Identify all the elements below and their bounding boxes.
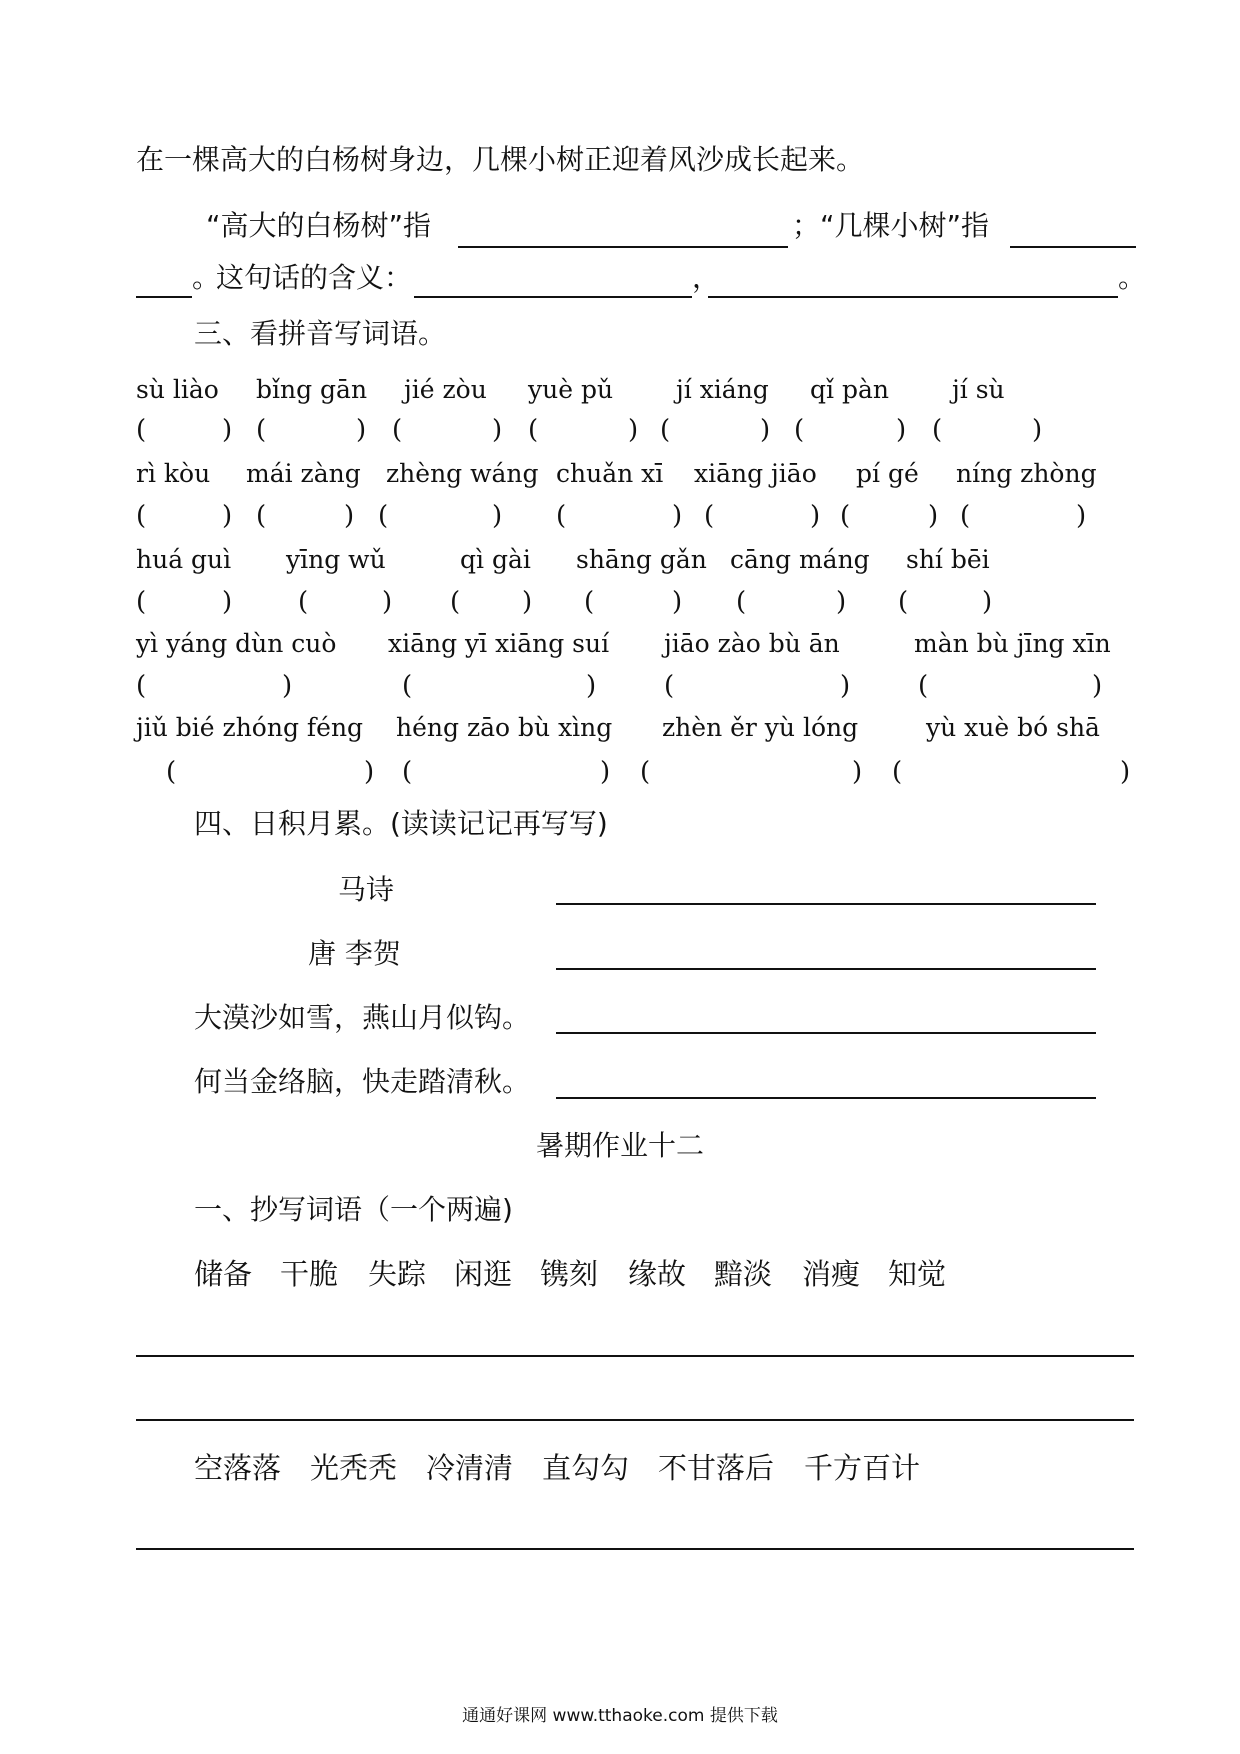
- pinyin-prompt: cāng máng: [730, 545, 870, 574]
- answer-paren-close: ): [1032, 415, 1043, 445]
- answer-input[interactable]: [946, 414, 1030, 446]
- vocab-word: 储备: [194, 1257, 253, 1291]
- answer-paren-close: ): [836, 587, 847, 617]
- pinyin-prompt: yuè pǔ: [528, 375, 614, 404]
- answer-paren-close: ): [852, 757, 863, 787]
- answer-paren-close: ): [896, 415, 907, 445]
- poem-line-1: 大漠沙如雪，燕山月似钩。: [194, 1001, 531, 1034]
- answer-blank-poplar[interactable]: [458, 246, 788, 248]
- answer-paren-open: (: [392, 415, 403, 445]
- answer-input[interactable]: [598, 586, 670, 618]
- pinyin-prompt: shāng gǎn: [576, 545, 707, 574]
- answer-paren-open: (: [960, 501, 971, 531]
- poem-author: 唐 李贺: [308, 937, 401, 970]
- answer-input[interactable]: [750, 586, 834, 618]
- answer-input[interactable]: [416, 756, 598, 788]
- pinyin-prompt: qǐ pàn: [810, 375, 889, 404]
- poem-copy-blank-4[interactable]: [556, 1097, 1096, 1099]
- answer-paren-open: (: [932, 415, 943, 445]
- poem-copy-blank-1[interactable]: [556, 903, 1096, 905]
- pinyin-prompt: jiǔ bié zhóng féng: [136, 713, 364, 742]
- pinyin-prompt: jí sù: [952, 375, 1005, 404]
- answer-paren-open: (: [660, 415, 671, 445]
- answer-paren-close: ): [760, 415, 771, 445]
- answer-paren-open: (: [584, 587, 595, 617]
- answer-paren-open: (: [136, 671, 147, 701]
- pinyin-prompt: jí xiáng: [676, 375, 769, 404]
- answer-input[interactable]: [392, 500, 490, 532]
- answer-input[interactable]: [312, 586, 380, 618]
- answer-input[interactable]: [718, 500, 808, 532]
- vocab-word: 消瘦: [802, 1257, 861, 1291]
- pinyin-prompt: zhèng wáng: [386, 459, 539, 488]
- answer-input[interactable]: [674, 414, 758, 446]
- answer-input[interactable]: [150, 586, 220, 618]
- answer-paren-close: ): [600, 757, 611, 787]
- poem-line-2: 何当金络脑，快走踏清秋。: [194, 1065, 531, 1098]
- answer-input[interactable]: [270, 500, 342, 532]
- answer-paren-open: (: [450, 587, 461, 617]
- answer-paren-open: (: [256, 415, 267, 445]
- vocab-word: 干脆: [280, 1257, 339, 1291]
- answer-paren-close: ): [628, 415, 639, 445]
- pinyin-prompt: yì yáng dùn cuò: [136, 629, 337, 658]
- answer-blank-meaning-1[interactable]: [414, 296, 692, 298]
- answer-input[interactable]: [150, 500, 220, 532]
- answer-input[interactable]: [406, 414, 490, 446]
- vocab-word: 空落落: [194, 1451, 282, 1485]
- answer-input[interactable]: [906, 756, 1118, 788]
- answer-input[interactable]: [912, 586, 980, 618]
- question-end-dot: 。: [192, 261, 221, 294]
- pinyin-prompt: shí bēi: [906, 545, 990, 574]
- answer-paren-close: ): [282, 671, 293, 701]
- answer-paren-open: (: [298, 587, 309, 617]
- answer-input[interactable]: [150, 670, 280, 702]
- vocab-word: 直勾勾: [542, 1451, 630, 1485]
- answer-input[interactable]: [180, 756, 362, 788]
- answer-input[interactable]: [932, 670, 1090, 702]
- answer-blank-small-trees-1[interactable]: [1010, 246, 1136, 248]
- poem-title: 马诗: [338, 873, 395, 906]
- answer-input[interactable]: [270, 414, 354, 446]
- answer-paren-close: ): [222, 501, 233, 531]
- answer-paren-close: ): [1092, 671, 1103, 701]
- pinyin-prompt: xiāng yī xiāng suí: [388, 629, 610, 658]
- answer-paren-open: (: [136, 501, 147, 531]
- answer-input[interactable]: [678, 670, 838, 702]
- question-small-trees: “几棵小树”指: [820, 209, 990, 242]
- answer-paren-open: (: [402, 757, 413, 787]
- answer-paren-open: (: [640, 757, 651, 787]
- answer-paren-open: (: [136, 415, 147, 445]
- answer-paren-close: ): [344, 501, 355, 531]
- pinyin-prompt: mái zàng: [246, 459, 361, 488]
- answer-paren-close: ): [1120, 757, 1131, 787]
- section-3-heading: 三、看拼音写词语。: [194, 317, 447, 350]
- answer-paren-open: (: [918, 671, 929, 701]
- answer-paren-open: (: [556, 501, 567, 531]
- answer-paren-open: (: [664, 671, 675, 701]
- question-meaning: 这句话的含义：: [216, 261, 413, 294]
- vocab-word: 千方百计: [804, 1451, 921, 1485]
- answer-paren-open: (: [166, 757, 177, 787]
- answer-paren-close: ): [586, 671, 597, 701]
- answer-paren-close: ): [356, 415, 367, 445]
- answer-input[interactable]: [654, 756, 850, 788]
- pinyin-prompt: yīng wǔ: [286, 545, 386, 574]
- answer-paren-open: (: [256, 501, 267, 531]
- pinyin-prompt: jié zòu: [404, 375, 487, 404]
- answer-paren-close: ): [222, 587, 233, 617]
- answer-input[interactable]: [416, 670, 584, 702]
- answer-paren-open: (: [136, 587, 147, 617]
- pinyin-prompt: màn bù jīng xīn: [914, 629, 1111, 658]
- answer-paren-open: (: [794, 415, 805, 445]
- answer-input[interactable]: [974, 500, 1074, 532]
- vocab-word: 缘故: [628, 1257, 687, 1291]
- answer-paren-close: ): [382, 587, 393, 617]
- vocab-word: 光秃秃: [310, 1451, 398, 1485]
- answer-paren-close: ): [522, 587, 533, 617]
- pinyin-prompt: jiāo zào bù ān: [664, 629, 840, 658]
- pinyin-prompt: xiāng jiāo: [694, 459, 817, 488]
- copy-blank-line-3[interactable]: [136, 1548, 1134, 1550]
- question-meaning-comma: ，: [692, 261, 721, 294]
- section-4-heading: 四、日积月累。(读读记记再写写): [194, 807, 608, 840]
- pinyin-prompt: qì gài: [460, 545, 531, 574]
- vocab-word: 失踪: [368, 1257, 427, 1291]
- pinyin-prompt: huá guì: [136, 545, 232, 574]
- pinyin-prompt: zhèn ěr yù lóng: [662, 713, 859, 742]
- answer-paren-open: (: [840, 501, 851, 531]
- answer-paren-close: ): [364, 757, 375, 787]
- pinyin-prompt: sù liào: [136, 375, 219, 404]
- answer-paren-close: ): [840, 671, 851, 701]
- vocab-word: 不甘落后: [658, 1451, 775, 1485]
- answer-input[interactable]: [570, 500, 670, 532]
- answer-paren-open: (: [402, 671, 413, 701]
- answer-paren-open: (: [528, 415, 539, 445]
- poem-copy-blank-2[interactable]: [556, 968, 1096, 970]
- copy-blank-line-2[interactable]: [136, 1419, 1134, 1421]
- pinyin-prompt: pí gé: [856, 459, 919, 488]
- answer-paren-open: (: [736, 587, 747, 617]
- answer-paren-open: (: [378, 501, 389, 531]
- answer-paren-close: ): [982, 587, 993, 617]
- answer-paren-close: ): [1076, 501, 1087, 531]
- pinyin-prompt: bǐng gān: [256, 375, 368, 404]
- answer-input[interactable]: [150, 414, 220, 446]
- vocab-word: 闲逛: [454, 1257, 513, 1291]
- page-footer: 通通好课网 www.tthaoke.com 提供下载: [462, 1706, 778, 1726]
- answer-paren-close: ): [928, 501, 939, 531]
- answer-paren-open: (: [892, 757, 903, 787]
- pinyin-prompt: rì kòu: [136, 459, 211, 488]
- answer-paren-open: (: [704, 501, 715, 531]
- section-1-heading: 一、抄写词语（一个两遍): [194, 1193, 513, 1226]
- pinyin-prompt: níng zhòng: [956, 459, 1097, 488]
- answer-paren-close: ): [672, 501, 683, 531]
- homework-title: 暑期作业十二: [535, 1129, 704, 1162]
- question-meaning-end: 。: [1118, 261, 1147, 294]
- answer-paren-open: (: [898, 587, 909, 617]
- answer-input[interactable]: [464, 586, 520, 618]
- answer-blank-meaning-2[interactable]: [708, 296, 1118, 298]
- passage-sentence: 在一棵高大的白杨树身边，几棵小树正迎着风沙成长起来。: [136, 143, 865, 176]
- vocab-word: 冷清清: [426, 1451, 514, 1485]
- answer-input[interactable]: [854, 500, 926, 532]
- answer-paren-close: ): [672, 587, 683, 617]
- answer-paren-close: ): [810, 501, 821, 531]
- vocab-word: 知觉: [888, 1257, 947, 1291]
- copy-blank-line-1[interactable]: [136, 1355, 1134, 1357]
- vocab-word: 镌刻: [540, 1257, 599, 1291]
- answer-paren-close: ): [222, 415, 233, 445]
- pinyin-prompt: yù xuè bó shā: [926, 713, 1100, 742]
- pinyin-prompt: chuǎn xī: [556, 459, 664, 488]
- question-separator: ；: [792, 209, 821, 242]
- vocab-word: 黯淡: [714, 1257, 773, 1291]
- answer-blank-small-trees-2[interactable]: [136, 296, 192, 298]
- question-white-poplar: “高大的白杨树”指: [206, 209, 432, 242]
- answer-input[interactable]: [808, 414, 894, 446]
- answer-paren-close: ): [492, 415, 503, 445]
- answer-input[interactable]: [542, 414, 626, 446]
- answer-paren-close: ): [492, 501, 503, 531]
- pinyin-prompt: héng zāo bù xìng: [396, 713, 613, 742]
- poem-copy-blank-3[interactable]: [556, 1032, 1096, 1034]
